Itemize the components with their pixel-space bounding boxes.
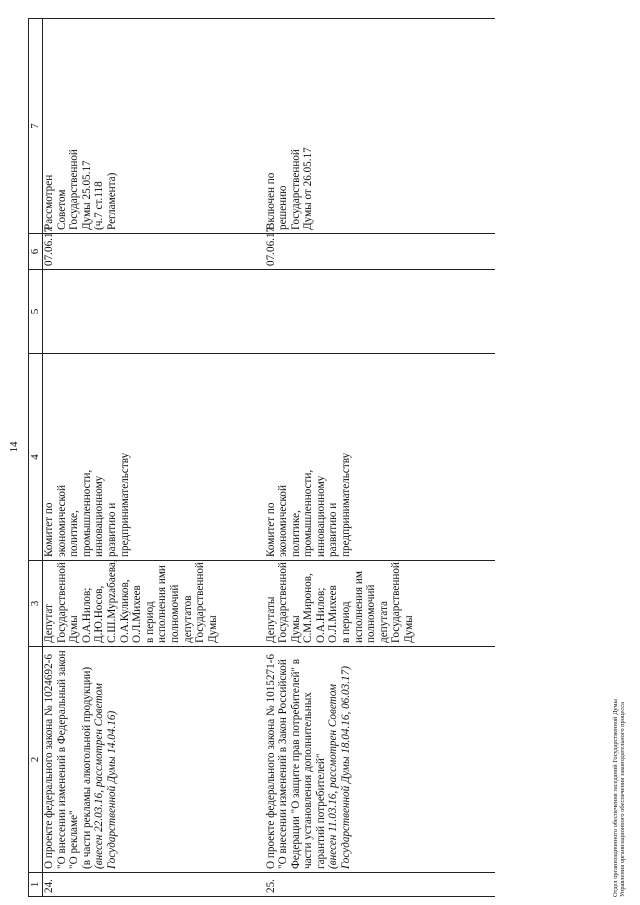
bill-table [28,18,495,897]
author-line: Государственной [277,562,290,643]
committee-line: промышленности, [80,469,93,557]
review-date [43,226,265,270]
status-line: (ч.7 ст.118 [93,181,106,230]
author-line: Государственной [194,562,207,643]
table-row [43,19,265,897]
status-line: Государственной [68,149,81,230]
author-line: Думы [403,615,416,643]
committee-line: Комитет по [43,502,55,557]
column-header: 7 [29,19,43,234]
row-number-text: 25. [264,879,277,893]
committee-line: предпринимательству [118,452,131,557]
bill-status [43,19,265,234]
status-line: Думы от 26.05.17 [302,147,315,230]
committee-line: промышленности, [302,469,315,557]
responsible-committee [265,354,495,561]
row-number [43,873,265,897]
author-line: исполнения им [352,571,365,643]
footer-line: Управления организационного обеспечения законодательного процесса [619,702,627,897]
footer [612,699,627,897]
column-header: 1 [29,873,43,897]
status-line: Включен по [264,172,277,230]
bill-submission-note: (внесен 11.03.16, рассмотрен Советом Государственной Думы 18.04.16, 06.03.17) [327,666,353,869]
author-line: Думы [68,615,81,643]
author-line: Государственной [390,562,403,643]
column-header: 2 [29,647,43,873]
author-line: Депутаты [264,596,277,643]
author-line: Депутат [43,604,55,643]
bill-title-extra: (в части рекламы алкогольной продукции) [80,666,93,869]
footer-line: Отдел организационного обеспечения заседаний Государственной Думы [612,699,619,897]
committee-line: экономической [277,485,290,557]
author-line: С.Ш.Мурzабаева, [105,559,118,643]
author-line: исполнения ими [156,565,169,643]
committee-line: Комитет по [264,502,277,557]
committee-line: политике, [289,510,302,557]
column-5-cell [43,270,265,354]
bill-authors [265,561,495,647]
column-header: 3 [29,561,43,647]
author-line: Думы [289,615,302,643]
table-header-row [29,19,43,897]
bill-title: О проекте федерального закона № 1015271-6 "О внесении изменений в Закон Российской Федерации "О защите прав потребителей" в части установления дополнительных гарантий потребителей" [264,654,327,869]
author-line: Д.Ю.Носов, [93,585,106,643]
committee-line: политике, [68,510,81,557]
author-line: полномочий [365,584,378,643]
author-line: О.Л.Михеев [327,585,340,643]
committee-line: экономической [55,485,68,557]
status-line: Государственной [289,149,302,230]
status-line: Рассмотрен [43,174,55,230]
bill-status [265,19,495,234]
column-header: 6 [29,234,43,270]
bill-submission-note: (внесен 22.03.16, рассмотрен Советом Государственной Думы 14.04.16) [93,683,118,869]
bill-description [265,647,495,873]
author-line: О.А.Куликов, [118,579,131,643]
author-line: депутатов [181,595,194,643]
committee-line: развитию и [105,502,118,557]
author-line: Думы [206,615,219,643]
column-5-cell [265,270,495,354]
review-date-text: 07.06.17 [264,226,277,266]
bill-authors [43,561,265,647]
committee-line: развитию и [327,502,340,557]
responsible-committee [43,354,265,561]
committee-line: инновационному [314,475,327,557]
author-line: в период [340,601,353,643]
table-row [265,19,495,897]
column-header: 4 [29,354,43,561]
author-line: Государственной [55,562,68,643]
row-number-text: 24. [43,879,55,893]
column-header: 5 [29,270,43,354]
author-line: О.А.Нилов; [80,587,93,643]
review-date [264,226,495,270]
page-number: 14 [8,441,20,453]
review-date-text: 07.06.17 [43,226,55,266]
author-line: С.М.Миронов, [302,573,315,643]
author-line: О.А.Нилов; [314,587,327,643]
bill-title: О проекте федерального закона № 1024692-6 "О внесении изменений в Федеральный закон "О рекламе" [43,650,81,869]
author-line: О.Л.Михеев [131,585,144,643]
author-line: депутата [377,601,390,643]
status-line: Регламента) [105,172,118,230]
author-line: полномочий [168,584,181,643]
author-line: в период [143,601,156,643]
row-number [265,873,495,897]
bill-description [43,647,265,873]
committee-line: инновационному [93,475,106,557]
status-line: Думы 25.05.17 [80,160,93,230]
committee-line: предпринимательству [340,452,353,557]
status-line: Советом [55,189,68,230]
status-line: решению [277,185,290,230]
